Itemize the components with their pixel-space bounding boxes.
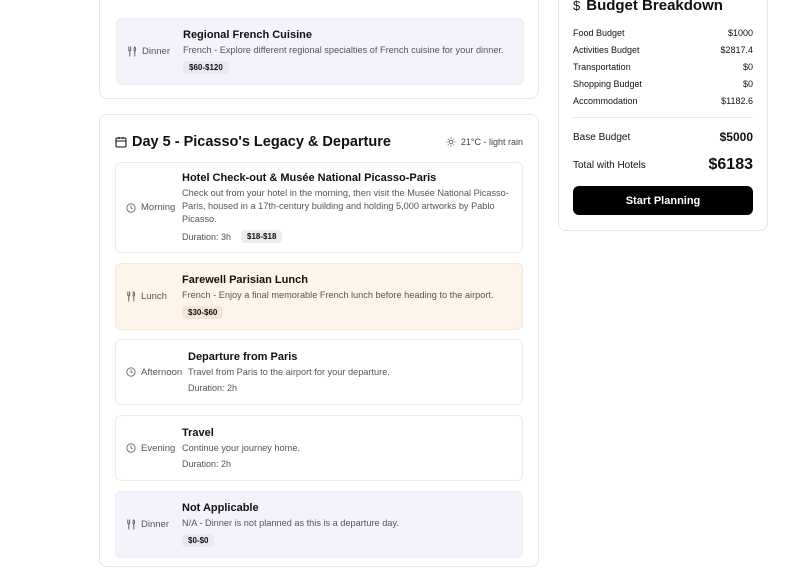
budget-row-transportation	[573, 58, 753, 75]
duration-text: Duration: 2h	[182, 459, 232, 469]
activity-card-evening[interactable]	[115, 415, 523, 481]
total-row	[573, 150, 753, 180]
duration-text: Duration: 3h	[182, 231, 232, 242]
budget-row-shopping	[573, 75, 753, 92]
budget-row-label: Food Budget	[573, 27, 625, 38]
budget-row-value: $1000	[727, 27, 753, 38]
activity-time-label: Morning	[141, 202, 176, 213]
dollar-icon: $	[573, 0, 581, 13]
day-header	[115, 131, 523, 153]
price-badge: $60-$120	[183, 61, 229, 74]
utensils-icon	[125, 291, 137, 303]
utensils-icon	[125, 519, 137, 531]
duration-text: Duration: 2h	[188, 383, 238, 393]
activity-card-afternoon[interactable]	[115, 339, 523, 405]
clock-icon	[125, 442, 137, 454]
weather-text: 21°C - light rain	[460, 137, 523, 147]
day-title: Day 5 - Picasso's Legacy & Departure	[132, 134, 391, 150]
base-budget-row	[573, 124, 753, 150]
calendar-icon	[115, 136, 127, 148]
utensils-icon	[126, 46, 138, 58]
price-badge: $18-$18	[241, 230, 282, 243]
start-planning-button[interactable]: Start Planning	[573, 186, 753, 215]
budget-row-food	[573, 24, 753, 41]
activity-title: Departure from Paris	[188, 351, 298, 363]
total-value: $6183	[708, 156, 753, 173]
activity-card-lunch[interactable]	[115, 263, 523, 330]
activity-title: Travel	[182, 427, 214, 439]
budget-row-label: Shopping Budget	[573, 78, 643, 89]
activity-description: Travel from Paris to the airport for your departure.	[188, 367, 390, 377]
budget-row-accommodation	[573, 92, 753, 109]
activity-time-label: Dinner	[141, 519, 169, 530]
price-badge: $0-$0	[182, 534, 214, 547]
activity-card-morning[interactable]	[115, 162, 523, 253]
activity-card-dinner[interactable]	[116, 18, 524, 85]
activity-time	[116, 519, 182, 531]
activity-description: Continue your journey home.	[182, 443, 300, 453]
budget-row-value: $0	[742, 78, 753, 89]
budget-row-activities	[573, 41, 753, 58]
activity-time	[116, 442, 182, 454]
weather-info	[446, 137, 523, 147]
budget-row-label: Accommodation	[573, 95, 638, 106]
budget-header	[573, 0, 753, 14]
activity-title: Not Applicable	[182, 502, 259, 514]
activity-title: Regional French Cuisine	[183, 29, 312, 41]
activity-description: N/A - Dinner is not planned as this is a departure day.	[182, 518, 399, 528]
price-badge: $30-$60	[182, 306, 223, 319]
activity-description: Check out from your hotel in the morning, then visit the Musée National Picasso-Paris, housed in a 17th-century building and holding 5,000 artworks by Pablo Picasso.	[182, 188, 509, 224]
day-card-day5	[99, 114, 539, 567]
activity-time-label: Evening	[141, 442, 176, 454]
budget-row-value: $1182.6	[721, 95, 753, 106]
activity-time	[116, 291, 182, 303]
budget-row-label: Transportation	[573, 61, 631, 72]
budget-row-label: Activities Budget	[573, 44, 640, 55]
base-budget-label: Base Budget	[573, 131, 631, 143]
activity-title: Hotel Check-out & Musée National Picasso-Paris	[182, 172, 437, 184]
clock-icon	[125, 202, 137, 214]
budget-row-value: $0	[742, 61, 753, 72]
day-card-day4	[99, 0, 539, 99]
itinerary-column	[99, 0, 539, 545]
activity-time	[116, 202, 182, 214]
total-label: Total with Hotels	[573, 159, 646, 171]
activity-title: Farewell Parisian Lunch	[182, 274, 308, 286]
divider	[573, 117, 753, 118]
activity-time-label: Lunch	[141, 291, 167, 302]
budget-panel	[558, 0, 768, 231]
clock-icon	[125, 366, 137, 378]
activity-time-label: Afternoon	[141, 366, 183, 378]
budget-title: Budget Breakdown	[586, 0, 723, 14]
activity-description: French - Explore different regional specialties of French cuisine for your dinner.	[183, 45, 504, 55]
budget-row-value: $2817.4	[720, 44, 753, 55]
activity-time	[116, 366, 188, 378]
sun-icon	[446, 137, 456, 147]
activity-description: French - Enjoy a final memorable French lunch before heading to the airport.	[182, 290, 494, 300]
activity-card-dinner[interactable]	[115, 491, 523, 558]
base-budget-value: $5000	[719, 130, 753, 144]
activity-time	[117, 46, 183, 58]
activity-time-label: Dinner	[142, 46, 170, 57]
